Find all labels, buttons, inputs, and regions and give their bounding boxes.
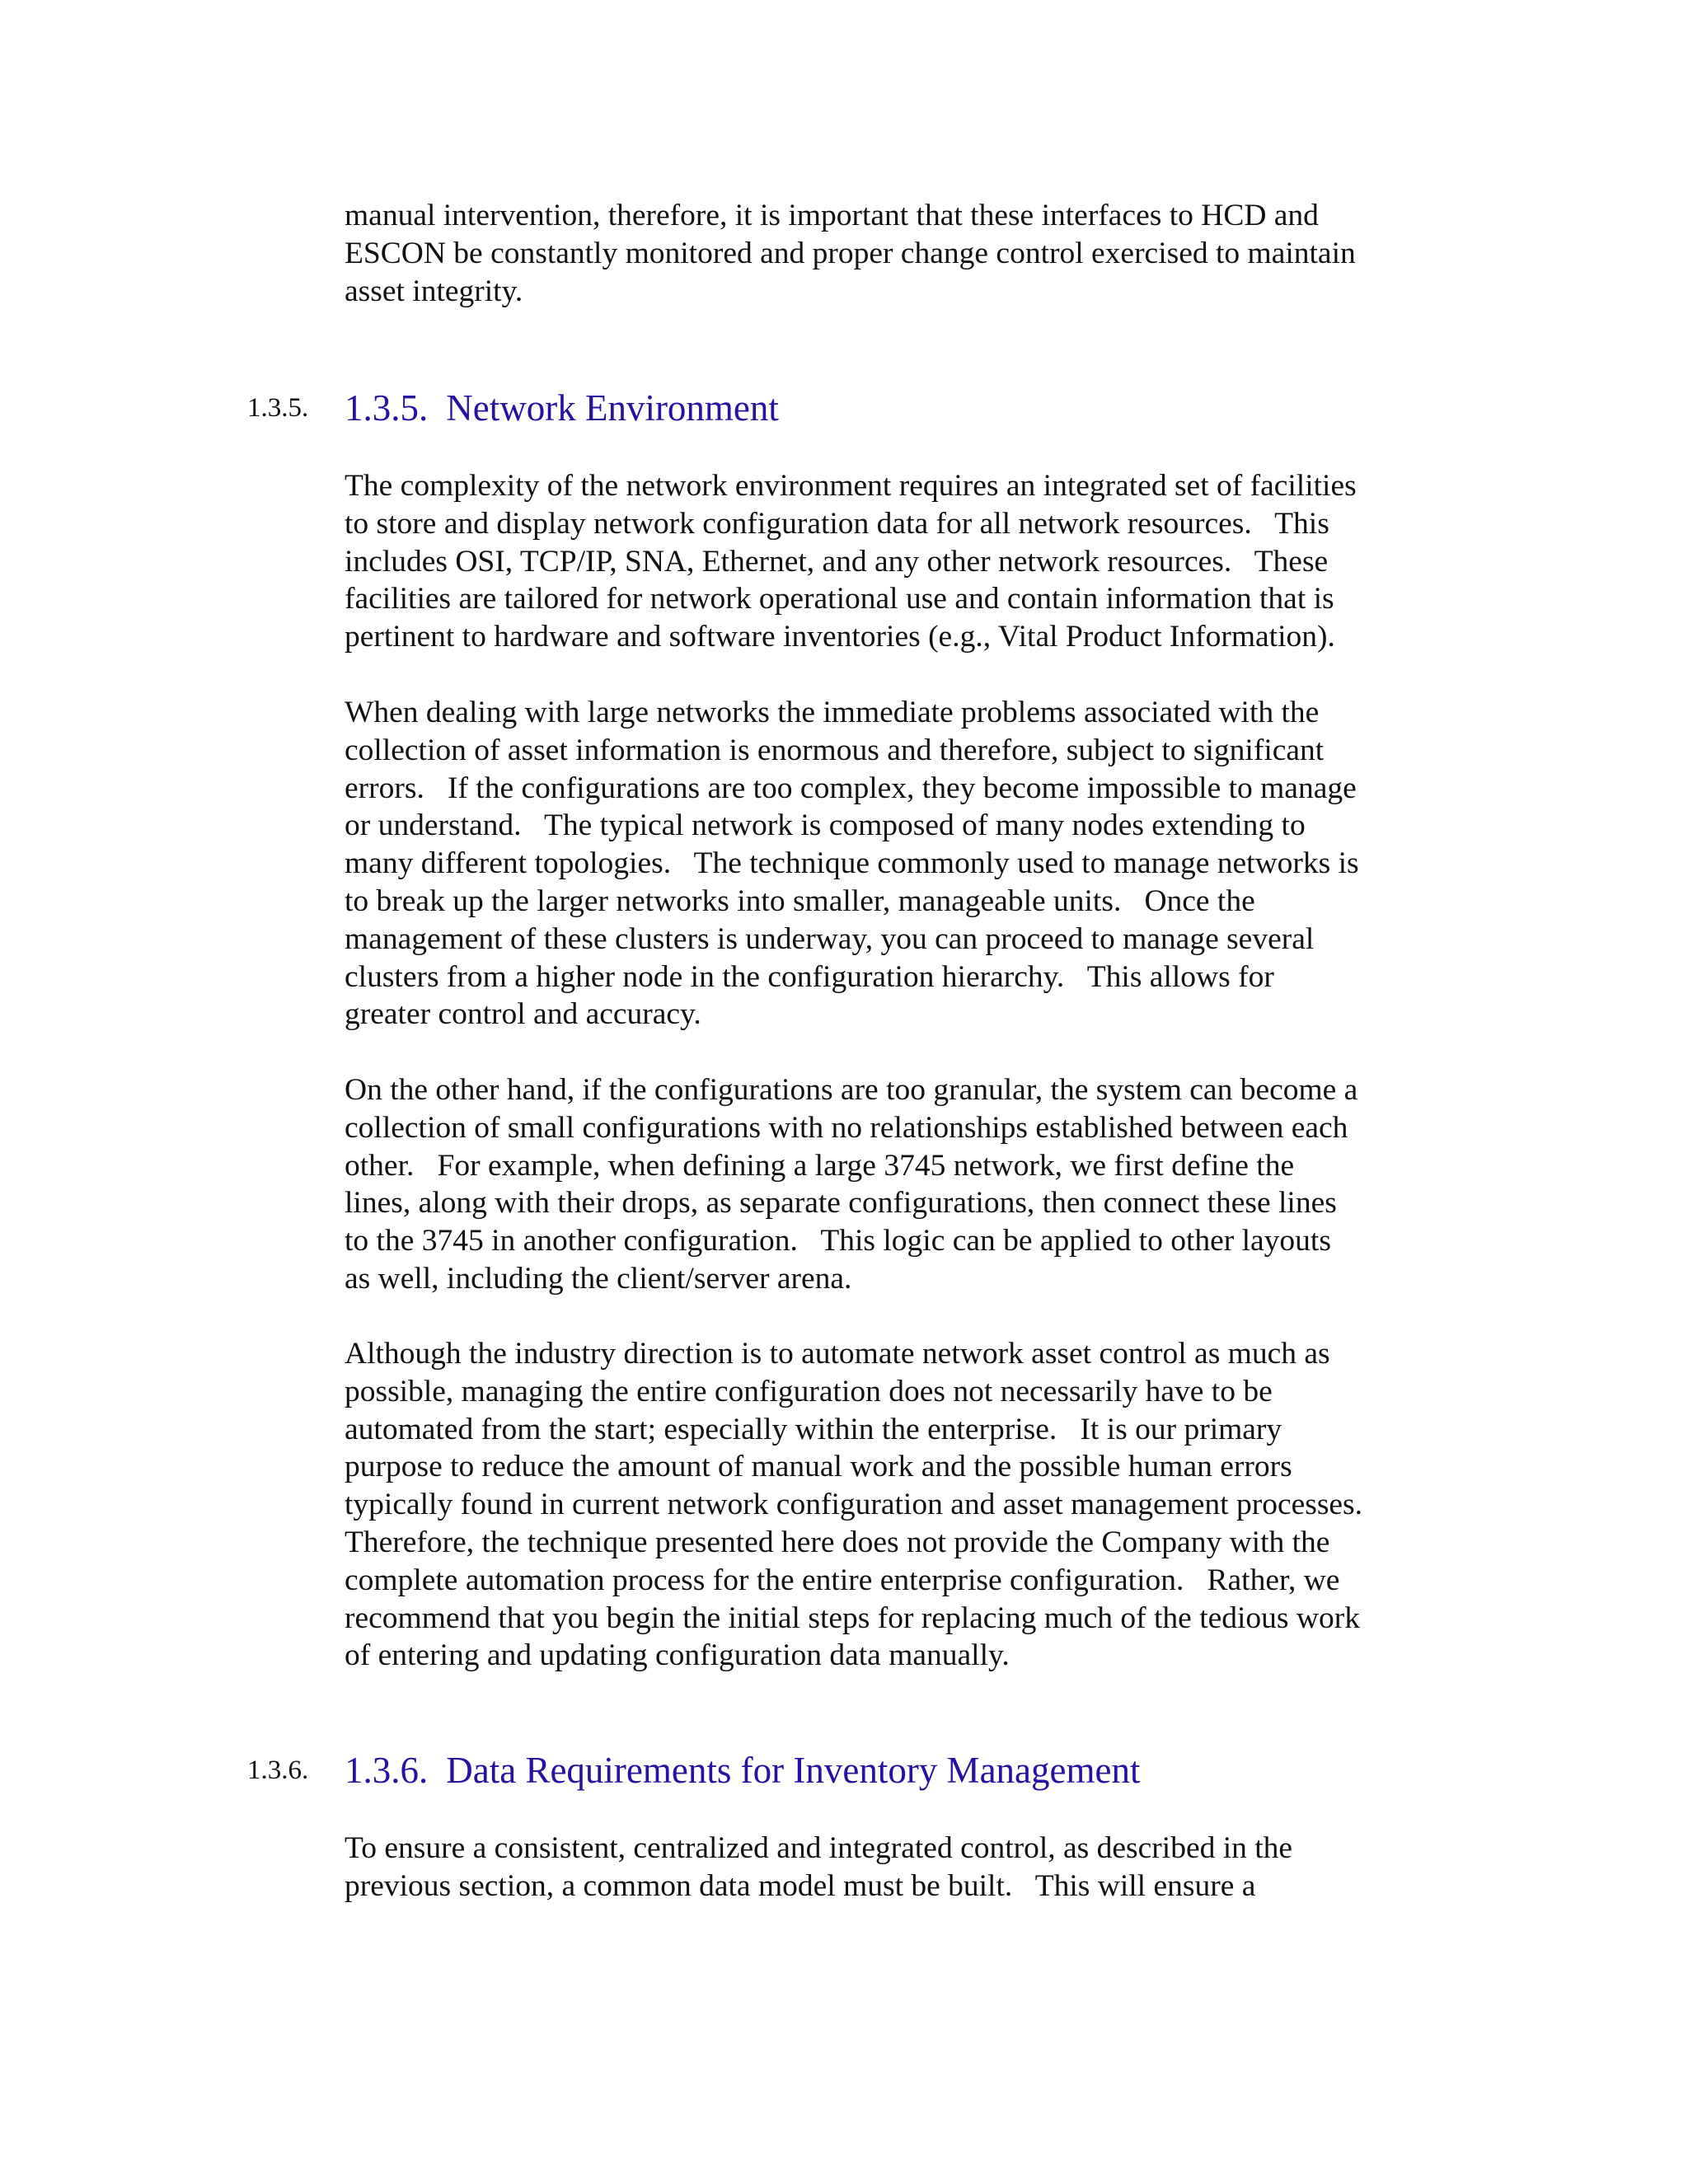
text-line: possible, managing the entire configuration does not necessarily have to be — [345, 1374, 1273, 1408]
text-line: To ensure a consistent, centralized and integrated control, as described in the — [345, 1831, 1293, 1865]
text-line: typically found in current network configuration and asset management processes. — [345, 1488, 1363, 1522]
text-line: collection of asset information is enormous and therefore, subject to significant — [345, 733, 1325, 767]
text-line: complete automation process for the entire enterprise configuration. Rather, we — [345, 1563, 1340, 1597]
heading-number: 1.3.6. — [345, 1750, 429, 1791]
text-line: manual intervention, therefore, it is important that these interfaces to HCD and — [345, 199, 1319, 232]
text-line: When dealing with large networks the immediate problems associated with the — [345, 696, 1320, 729]
text-line: clusters from a higher node in the configuration hierarchy. This allows for — [345, 959, 1274, 994]
section-heading-1-3-5 — [0, 383, 1688, 433]
text-line: to break up the larger networks into smaller, manageable units. Once the — [345, 883, 1255, 918]
paragraph-asset-integrity — [345, 197, 1432, 310]
text-line: purpose to reduce the amount of manual work and the possible human errors — [345, 1450, 1292, 1484]
text-line: includes OSI, TCP/IP, SNA, Ethernet, and any other network resources. These — [345, 544, 1329, 579]
heading-title-text: Data Requirements for Inventory Management — [446, 1750, 1141, 1791]
text-line: many different topologies. The technique commonly used to manage networks is — [345, 846, 1359, 881]
text-line: The complexity of the network environment requires an integrated set of facilities — [345, 469, 1357, 503]
text-line: to store and display network configuration data for all network resources. This — [345, 506, 1329, 541]
text-line: other. For example, when defining a large 3745 network, we first define the — [345, 1148, 1295, 1183]
heading-title-text: Network Environment — [446, 387, 779, 429]
text-line: or understand. The typical network is composed of many nodes extending to — [345, 808, 1306, 843]
text-line: previous section, a common data model must be built. This will ensure a — [345, 1868, 1256, 1903]
heading-title — [345, 1746, 1140, 1795]
text-line: collection of small configurations with no relationships established between each — [345, 1110, 1348, 1145]
text-line: to the 3745 in another configuration. This logic can be applied to other layouts — [345, 1224, 1331, 1258]
text-line: Although the industry direction is to automate network asset control as much as — [345, 1337, 1330, 1371]
text-line: as well, including the client/server arena. — [345, 1261, 852, 1296]
text-line: management of these clusters is underway, you can proceed to manage several — [345, 921, 1315, 956]
text-line: greater control and accuracy. — [345, 997, 701, 1032]
text-line: errors. If the configurations are too complex, they become impossible to manage — [345, 771, 1357, 805]
paragraph-data-model — [345, 1830, 1432, 1905]
text-line: recommend that you begin the initial steps for replacing much of the tedious work — [345, 1601, 1360, 1635]
text-line: facilities are tailored for network operational use and contain information that is — [345, 582, 1334, 616]
text-line: of entering and updating configuration data manually. — [345, 1638, 1010, 1673]
text-line: ESCON be constantly monitored and proper change control exercised to maintain — [345, 236, 1356, 270]
text-line: lines, along with their drops, as separate configurations, then connect these lines — [345, 1186, 1337, 1221]
paragraph-granular-configurations — [345, 1071, 1432, 1298]
text-line: On the other hand, if the configurations are too granular, the system can become a — [345, 1073, 1358, 1107]
text-line: automated from the start; especially within the enterprise. It is our primary — [345, 1412, 1282, 1446]
paragraph-automation-direction — [345, 1335, 1432, 1675]
text-line: asset integrity. — [345, 274, 523, 308]
paragraph-large-networks — [345, 694, 1432, 1033]
heading-margin-number: 1.3.5. — [247, 393, 309, 423]
paragraph-network-complexity — [345, 467, 1432, 656]
heading-title — [345, 383, 779, 433]
heading-margin-number: 1.3.6. — [247, 1755, 309, 1785]
text-line: Therefore, the technique presented here does not provide the Company with the — [345, 1525, 1330, 1559]
heading-number: 1.3.5. — [345, 387, 429, 429]
text-line: pertinent to hardware and software inventories (e.g., Vital Product Information). — [345, 620, 1335, 654]
section-heading-1-3-6 — [0, 1746, 1688, 1795]
